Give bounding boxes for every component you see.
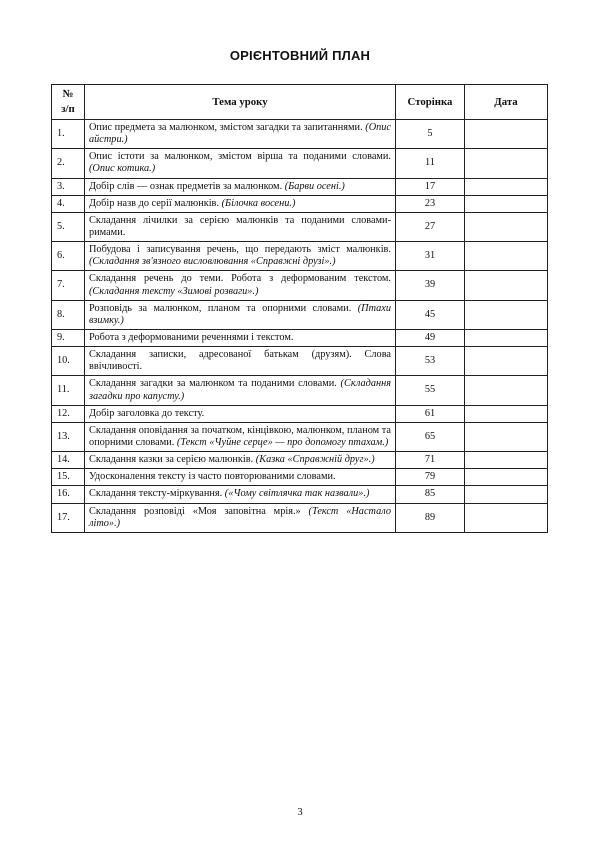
lesson-date (465, 271, 548, 300)
lesson-topic-note: (Складання зв'язного висловлювання «Справжні друзі».) (89, 256, 336, 268)
lesson-topic-text: Удосконалення тексту із часто повторюваними словами. (89, 471, 336, 483)
lesson-date (465, 405, 548, 422)
header-number-abbr: з/п (61, 103, 75, 115)
lesson-page: 17 (396, 178, 465, 195)
table-row (52, 178, 548, 195)
table-row (52, 503, 548, 532)
lesson-topic-note: (Опис айстри.) (89, 122, 391, 146)
lesson-date (465, 329, 548, 346)
lesson-topic-text: Складання тексту-міркування. (89, 488, 223, 500)
lesson-number (52, 486, 85, 503)
lesson-number-text: 2. (57, 157, 65, 169)
lesson-topic (85, 347, 396, 376)
lesson-topic-text: Складання речень до теми. Робота з деформованим текстом. (89, 273, 391, 285)
lesson-topic-note: (Складання загадки про капусту.) (89, 378, 391, 402)
lesson-topic-text: Опис істоти за малюнком, змістом вірша та поданими словами. (89, 151, 391, 163)
table-row (52, 422, 548, 451)
lesson-number-text: 7. (57, 279, 65, 291)
lesson-page: 71 (396, 452, 465, 469)
lesson-topic-text: Добір заголовка до тексту. (89, 407, 205, 419)
lesson-topic (85, 120, 396, 149)
table-row (52, 300, 548, 329)
lesson-number-text: 10. (57, 355, 70, 367)
lesson-topic (85, 469, 396, 486)
lesson-topic (85, 329, 396, 346)
lesson-number (52, 347, 85, 376)
lesson-topic-note: (Барви осені.) (284, 180, 345, 192)
table-row (52, 242, 548, 271)
page-number: 3 (297, 807, 303, 818)
lesson-page: 89 (396, 503, 465, 532)
lesson-page: 65 (396, 422, 465, 451)
lesson-number-text: 16. (57, 488, 70, 500)
lesson-topic (85, 195, 396, 212)
lesson-topic-text: Складання розповіді «Моя заповітна мрія.» (89, 505, 301, 517)
lesson-number (52, 405, 85, 422)
lesson-topic-note: (Білочка восени.) (221, 197, 296, 209)
lesson-number-text: 5. (57, 220, 65, 232)
lesson-number-text: 4. (57, 197, 65, 209)
lesson-number-text: 14. (57, 454, 70, 466)
lesson-number (52, 376, 85, 405)
lesson-topic-text: Добір слів — ознак предметів за малюнком. (89, 180, 283, 192)
lesson-number-text: 11. (57, 384, 70, 396)
lesson-topic-text: Складання оповідання за початком, кінцівкою, малюнком, планом та опорними словами. (89, 424, 391, 448)
lesson-number (52, 422, 85, 451)
lesson-number (52, 178, 85, 195)
lesson-topic (85, 149, 396, 178)
lesson-topic (85, 452, 396, 469)
header-date: Дата (465, 85, 548, 120)
lesson-topic-note: (Птахи взимку.) (89, 302, 391, 326)
lesson-page: 45 (396, 300, 465, 329)
lesson-topic-text: Робота з деформованими реченнями і текстом. (89, 331, 294, 343)
lesson-topic (85, 486, 396, 503)
lesson-page: 49 (396, 329, 465, 346)
lesson-page: 85 (396, 486, 465, 503)
lesson-page: 5 (396, 120, 465, 149)
lesson-date (465, 452, 548, 469)
lesson-topic-text: Розповідь за малюнком, планом та опорними словами. (89, 302, 352, 314)
lesson-date (465, 212, 548, 241)
lesson-topic-text: Складання загадки за малюнком та поданими словами. (89, 378, 337, 390)
lesson-topic (85, 422, 396, 451)
lesson-number (52, 300, 85, 329)
lesson-topic (85, 271, 396, 300)
lesson-number-text: 1. (57, 128, 65, 140)
lesson-page: 23 (396, 195, 465, 212)
lesson-date (465, 300, 548, 329)
lesson-number (52, 329, 85, 346)
lesson-topic (85, 242, 396, 271)
lesson-page: 27 (396, 212, 465, 241)
lesson-number (52, 195, 85, 212)
lesson-number-text: 8. (57, 308, 65, 320)
lesson-date (465, 486, 548, 503)
table-row (52, 329, 548, 346)
lesson-page: 61 (396, 405, 465, 422)
lesson-number-text: 6. (57, 250, 65, 262)
lesson-number-text: 9. (57, 331, 65, 343)
table-row (52, 347, 548, 376)
lesson-number (52, 271, 85, 300)
lesson-date (465, 120, 548, 149)
table-row (52, 405, 548, 422)
lesson-date (465, 376, 548, 405)
header-number (52, 85, 85, 120)
lesson-topic (85, 212, 396, 241)
lesson-page: 31 (396, 242, 465, 271)
lesson-topic-note: (Текст «Настало літо».) (89, 505, 391, 529)
table-row (52, 195, 548, 212)
table-header-row (52, 85, 548, 120)
lesson-number (52, 503, 85, 532)
lesson-number (52, 212, 85, 241)
lesson-page: 53 (396, 347, 465, 376)
lesson-plan-table (51, 84, 548, 533)
lesson-number-text: 12. (57, 407, 70, 419)
lesson-number-text: 3. (57, 180, 65, 192)
lesson-topic-text: Складання записки, адресованої батькам (друзям). Слова ввічливості. (89, 349, 391, 373)
lesson-topic-note: (Опис котика.) (89, 163, 156, 175)
lesson-topic-text: Складання казки за серією малюнків. (89, 454, 254, 466)
lesson-page: 39 (396, 271, 465, 300)
lesson-topic (85, 178, 396, 195)
lesson-page: 11 (396, 149, 465, 178)
lesson-page: 79 (396, 469, 465, 486)
lesson-number-text: 15. (57, 471, 70, 483)
header-topic: Тема уроку (85, 85, 396, 120)
lesson-number (52, 120, 85, 149)
lesson-date (465, 503, 548, 532)
lesson-topic (85, 503, 396, 532)
table-row (52, 469, 548, 486)
lesson-topic-text: Побудова і записування речень, що передають зміст малюнків. (89, 244, 391, 256)
lesson-date (465, 242, 548, 271)
table-row (52, 212, 548, 241)
lesson-topic-note: (Текст «Чуйне серце» — про допомогу птахам.) (176, 436, 389, 448)
lesson-date (465, 195, 548, 212)
lesson-topic-note: (Казка «Справжній друг».) (255, 454, 375, 466)
lesson-number-text: 13. (57, 430, 70, 442)
table-row (52, 452, 548, 469)
table-row (52, 376, 548, 405)
lesson-number (52, 149, 85, 178)
table-row (52, 120, 548, 149)
page-title: ОРІЄНТОВНИЙ ПЛАН (229, 48, 371, 63)
lesson-topic (85, 405, 396, 422)
lesson-number (52, 469, 85, 486)
lesson-date (465, 347, 548, 376)
lesson-topic-note: (Складання тексту «Зимові розваги».) (89, 285, 259, 297)
lesson-topic-text: Складання лічилки за серією малюнків та поданими словами-римами. (89, 214, 391, 238)
lesson-page: 55 (396, 376, 465, 405)
table-row (52, 149, 548, 178)
lesson-number (52, 242, 85, 271)
header-number-symbol: № (62, 88, 74, 101)
lesson-topic (85, 300, 396, 329)
lesson-topic-text: Добір назв до серії малюнків. (89, 197, 219, 209)
lesson-number-text: 17. (57, 511, 70, 523)
lesson-date (465, 149, 548, 178)
lesson-number (52, 452, 85, 469)
table-row (52, 271, 548, 300)
lesson-date (465, 422, 548, 451)
lesson-topic-note: («Чому світлячка так назвали».) (224, 488, 370, 500)
lesson-topic-text: Опис предмета за малюнком, змістом загадки та запитаннями. (89, 122, 363, 133)
lesson-topic (85, 376, 396, 405)
lesson-date (465, 469, 548, 486)
header-page: Сторінка (396, 85, 465, 120)
table-row (52, 486, 548, 503)
lesson-date (465, 178, 548, 195)
